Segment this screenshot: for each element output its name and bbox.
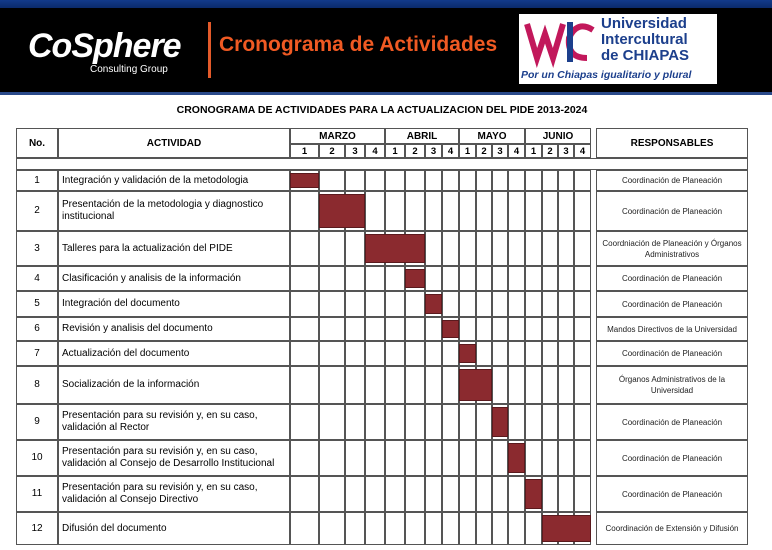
- row-week-cell: [476, 476, 492, 512]
- row-number: 7: [34, 347, 40, 359]
- row-activity: Presentación para su revisión y, en su caso, validación al Rector: [62, 410, 258, 433]
- row-week-cell: [542, 191, 558, 231]
- row-week-cell: [508, 231, 525, 266]
- header-week: 2: [476, 144, 492, 158]
- row-week-cell: [558, 317, 574, 341]
- row-week-cell: [525, 170, 542, 191]
- row-week-cell: [405, 440, 425, 476]
- row-week-cell: [442, 231, 459, 266]
- row-week-cell: [525, 341, 542, 366]
- row-week-cell: [574, 291, 591, 317]
- gantt-bar: [508, 443, 525, 473]
- header-month: JUNIO: [525, 128, 591, 144]
- row-week-cell: [319, 317, 345, 341]
- row-week-cell: [290, 266, 319, 291]
- row-week-cell: [405, 366, 425, 404]
- row-activity: Presentación para su revisión y, en su caso, validación al Consejo Directivo: [62, 482, 258, 505]
- unich-mark-icon: [523, 18, 599, 68]
- header-banner: [0, 0, 772, 92]
- gantt-bar: [542, 515, 591, 542]
- gantt-bar: [442, 320, 459, 338]
- row-week-cell: [558, 191, 574, 231]
- row-week-cell: [345, 291, 365, 317]
- row-week-cell: [525, 191, 542, 231]
- schedule-table: [16, 128, 748, 545]
- row-week-cell: [319, 170, 345, 191]
- row-week-cell: [542, 170, 558, 191]
- row-week-cell: [385, 191, 405, 231]
- row-week-cell: [365, 512, 385, 545]
- row-week-cell: [385, 512, 405, 545]
- row-week-cell: [558, 440, 574, 476]
- row-week-cell: [365, 366, 385, 404]
- row-week-cell: [574, 170, 591, 191]
- row-week-cell: [425, 266, 442, 291]
- university-logo: [519, 14, 717, 84]
- row-week-cell: [459, 476, 476, 512]
- row-week-cell: [319, 341, 345, 366]
- row-week-cell: [319, 440, 345, 476]
- page-title: Cronograma de Actividades: [219, 33, 498, 56]
- logo-main-text: CoSphere: [28, 27, 181, 65]
- row-week-cell: [492, 341, 508, 366]
- row-week-cell: [345, 266, 365, 291]
- row-week-cell: [542, 404, 558, 440]
- row-week-cell: [365, 191, 385, 231]
- header-week: 3: [492, 144, 508, 158]
- header-week: 4: [508, 144, 525, 158]
- row-week-cell: [492, 366, 508, 404]
- row-week-cell: [385, 366, 405, 404]
- header-bottom-line: [0, 92, 772, 95]
- row-week-cell: [476, 170, 492, 191]
- row-week-cell: [405, 291, 425, 317]
- gantt-bar: [459, 369, 492, 401]
- row-week-cell: [319, 512, 345, 545]
- row-week-cell: [365, 476, 385, 512]
- header-spacer: [16, 158, 748, 170]
- header-actividad: ACTIVIDAD: [58, 128, 290, 158]
- row-week-cell: [476, 231, 492, 266]
- gantt-bar: [290, 173, 319, 188]
- row-week-cell: [525, 231, 542, 266]
- row-responsible: Coordinación de Planeación: [621, 349, 723, 358]
- row-week-cell: [542, 440, 558, 476]
- row-week-cell: [425, 476, 442, 512]
- row-week-cell: [574, 476, 591, 512]
- row-activity: Clasificación y analisis de la información: [62, 272, 241, 284]
- header-no: No.: [16, 128, 58, 158]
- row-week-cell: [558, 170, 574, 191]
- row-week-cell: [558, 231, 574, 266]
- row-week-cell: [525, 440, 542, 476]
- row-week-cell: [425, 341, 442, 366]
- row-week-cell: [425, 440, 442, 476]
- row-activity: Presentación de la metodologia y diagnostico institucional: [62, 199, 264, 222]
- row-activity: Integración del documento: [62, 298, 180, 309]
- row-week-cell: [525, 404, 542, 440]
- header-week: 1: [459, 144, 476, 158]
- header-week: 2: [542, 144, 558, 158]
- row-week-cell: [385, 404, 405, 440]
- row-week-cell: [290, 404, 319, 440]
- row-week-cell: [558, 341, 574, 366]
- header-month: ABRIL: [385, 128, 459, 144]
- row-responsible: Coordniación de Planeación y Órganos Administrativos: [602, 238, 742, 259]
- row-week-cell: [425, 366, 442, 404]
- row-responsible: Coordinación de Planeación: [621, 417, 723, 427]
- row-week-cell: [459, 170, 476, 191]
- gantt-bar: [459, 344, 476, 363]
- row-week-cell: [542, 476, 558, 512]
- row-week-cell: [476, 317, 492, 341]
- row-week-cell: [319, 291, 345, 317]
- row-week-cell: [385, 291, 405, 317]
- row-responsible: Coordinación de Planeación: [621, 206, 723, 216]
- row-responsible: Órganos Administrativos de la Universidad: [618, 375, 726, 395]
- row-week-cell: [290, 476, 319, 512]
- row-activity: Revisión y analisis del documento: [62, 323, 213, 334]
- row-responsible: Coordinación de Planeación: [621, 489, 723, 499]
- row-week-cell: [365, 440, 385, 476]
- row-week-cell: [290, 341, 319, 366]
- row-week-cell: [442, 170, 459, 191]
- row-week-cell: [405, 476, 425, 512]
- gantt-bar: [525, 479, 542, 509]
- row-week-cell: [492, 440, 508, 476]
- university-line-1: Universidad: [601, 15, 687, 32]
- row-week-cell: [442, 266, 459, 291]
- row-week-cell: [492, 231, 508, 266]
- row-week-cell: [459, 231, 476, 266]
- row-responsible: Coordinación de Planeación: [621, 453, 723, 463]
- row-week-cell: [290, 291, 319, 317]
- row-week-cell: [425, 512, 442, 545]
- row-week-cell: [492, 191, 508, 231]
- row-week-cell: [492, 291, 508, 317]
- row-week-cell: [385, 341, 405, 366]
- row-week-cell: [542, 231, 558, 266]
- row-week-cell: [345, 366, 365, 404]
- header-divider: [208, 22, 211, 78]
- row-week-cell: [345, 170, 365, 191]
- row-week-cell: [459, 440, 476, 476]
- gantt-bar: [365, 234, 425, 263]
- gantt-bar: [405, 269, 425, 288]
- row-week-cell: [442, 440, 459, 476]
- row-week-cell: [508, 366, 525, 404]
- row-number: 11: [31, 488, 43, 499]
- row-week-cell: [345, 512, 365, 545]
- row-responsible: Mandos Directivos de la Universidad: [607, 324, 737, 334]
- row-week-cell: [558, 291, 574, 317]
- row-week-cell: [508, 404, 525, 440]
- row-number: 10: [31, 452, 43, 463]
- row-number: 12: [31, 522, 43, 534]
- row-number: 5: [34, 298, 40, 309]
- row-number: 9: [34, 416, 40, 427]
- row-week-cell: [476, 440, 492, 476]
- row-week-cell: [492, 266, 508, 291]
- row-week-cell: [459, 191, 476, 231]
- row-week-cell: [508, 170, 525, 191]
- row-responsible: Coordinación de Planeación: [621, 176, 723, 185]
- row-week-cell: [405, 317, 425, 341]
- row-week-cell: [492, 512, 508, 545]
- row-activity: Presentación para su revisión y, en su caso, validación al Consejo de Desarrollo Institucional: [62, 446, 275, 469]
- gantt-bar: [425, 294, 442, 314]
- row-week-cell: [345, 317, 365, 341]
- row-week-cell: [558, 476, 574, 512]
- row-activity: Integración y validación de la metodologia: [62, 174, 249, 186]
- row-week-cell: [425, 404, 442, 440]
- header-week: 1: [525, 144, 542, 158]
- row-number: 4: [34, 272, 40, 284]
- row-week-cell: [425, 191, 442, 231]
- row-week-cell: [290, 191, 319, 231]
- row-week-cell: [365, 317, 385, 341]
- row-number: 2: [34, 205, 40, 216]
- row-week-cell: [476, 341, 492, 366]
- row-week-cell: [442, 512, 459, 545]
- row-week-cell: [442, 366, 459, 404]
- row-week-cell: [459, 291, 476, 317]
- row-week-cell: [425, 231, 442, 266]
- header-week: 4: [365, 144, 385, 158]
- row-week-cell: [508, 191, 525, 231]
- header-week: 3: [425, 144, 442, 158]
- university-line-3: de CHIAPAS: [601, 47, 690, 64]
- header-month: MARZO: [290, 128, 385, 144]
- row-week-cell: [365, 266, 385, 291]
- row-activity: Socialización de la información: [62, 379, 200, 390]
- row-week-cell: [345, 231, 365, 266]
- row-week-cell: [405, 170, 425, 191]
- row-week-cell: [290, 317, 319, 341]
- row-week-cell: [492, 317, 508, 341]
- row-week-cell: [558, 366, 574, 404]
- row-week-cell: [508, 266, 525, 291]
- row-week-cell: [476, 191, 492, 231]
- row-week-cell: [385, 476, 405, 512]
- row-number: 1: [34, 174, 40, 186]
- university-slogan: Por un Chiapas igualitario y plural: [521, 69, 692, 81]
- row-week-cell: [319, 366, 345, 404]
- header-week: 3: [345, 144, 365, 158]
- header-month: MAYO: [459, 128, 525, 144]
- row-week-cell: [385, 317, 405, 341]
- row-week-cell: [365, 291, 385, 317]
- gantt-bar: [492, 407, 508, 437]
- row-week-cell: [319, 231, 345, 266]
- row-week-cell: [542, 291, 558, 317]
- row-week-cell: [476, 291, 492, 317]
- row-week-cell: [459, 317, 476, 341]
- row-week-cell: [345, 341, 365, 366]
- row-responsible: Coordinación de Planeación: [621, 299, 723, 309]
- row-week-cell: [442, 404, 459, 440]
- row-week-cell: [459, 266, 476, 291]
- row-week-cell: [508, 476, 525, 512]
- row-number: 8: [34, 379, 40, 390]
- row-number: 6: [34, 323, 40, 334]
- header-week: 1: [290, 144, 319, 158]
- row-week-cell: [365, 404, 385, 440]
- row-week-cell: [476, 266, 492, 291]
- row-week-cell: [385, 170, 405, 191]
- row-week-cell: [574, 404, 591, 440]
- header-responsables: RESPONSABLES: [596, 128, 748, 158]
- row-week-cell: [425, 170, 442, 191]
- row-week-cell: [319, 404, 345, 440]
- row-week-cell: [290, 231, 319, 266]
- document-title: CRONOGRAMA DE ACTIVIDADES PARA LA ACTUALIZACION DEL PIDE 2013-2024: [176, 104, 588, 116]
- row-week-cell: [405, 341, 425, 366]
- row-week-cell: [290, 512, 319, 545]
- row-week-cell: [508, 317, 525, 341]
- row-week-cell: [365, 170, 385, 191]
- row-week-cell: [365, 341, 385, 366]
- row-responsible: Coordinación de Extensión y Difusión: [605, 524, 739, 533]
- row-week-cell: [492, 170, 508, 191]
- row-week-cell: [542, 366, 558, 404]
- row-activity: Actualización del documento: [62, 347, 190, 359]
- row-week-cell: [319, 476, 345, 512]
- row-activity: Difusión del documento: [62, 522, 167, 534]
- row-week-cell: [425, 317, 442, 341]
- row-week-cell: [542, 341, 558, 366]
- row-week-cell: [525, 266, 542, 291]
- row-responsible: Coordinación de Planeación: [621, 274, 723, 283]
- header-week: 1: [385, 144, 405, 158]
- header-week: 4: [442, 144, 459, 158]
- row-week-cell: [442, 291, 459, 317]
- row-week-cell: [574, 341, 591, 366]
- row-week-cell: [385, 266, 405, 291]
- row-week-cell: [558, 266, 574, 291]
- row-week-cell: [574, 317, 591, 341]
- row-week-cell: [459, 404, 476, 440]
- header-week: 4: [574, 144, 591, 158]
- row-week-cell: [442, 191, 459, 231]
- row-week-cell: [542, 266, 558, 291]
- row-week-cell: [574, 231, 591, 266]
- row-week-cell: [525, 291, 542, 317]
- row-week-cell: [405, 512, 425, 545]
- row-week-cell: [385, 440, 405, 476]
- row-week-cell: [345, 404, 365, 440]
- row-week-cell: [476, 404, 492, 440]
- row-activity: Talleres para la actualización del PIDE: [62, 242, 233, 254]
- row-week-cell: [290, 440, 319, 476]
- header-week: 2: [319, 144, 345, 158]
- row-week-cell: [525, 366, 542, 404]
- row-week-cell: [492, 476, 508, 512]
- row-week-cell: [345, 476, 365, 512]
- university-line-2: Intercultural: [601, 31, 688, 48]
- row-week-cell: [459, 512, 476, 545]
- row-week-cell: [525, 317, 542, 341]
- row-week-cell: [319, 266, 345, 291]
- logo-sub-text: Consulting Group: [90, 64, 168, 75]
- row-week-cell: [508, 341, 525, 366]
- row-week-cell: [290, 366, 319, 404]
- row-week-cell: [442, 341, 459, 366]
- row-week-cell: [542, 317, 558, 341]
- row-week-cell: [508, 512, 525, 545]
- row-week-cell: [405, 404, 425, 440]
- row-week-cell: [574, 266, 591, 291]
- row-week-cell: [405, 191, 425, 231]
- cosphere-logo: [28, 26, 181, 76]
- row-week-cell: [574, 366, 591, 404]
- row-week-cell: [345, 440, 365, 476]
- header-week: 3: [558, 144, 574, 158]
- row-week-cell: [558, 404, 574, 440]
- row-week-cell: [476, 512, 492, 545]
- row-week-cell: [442, 476, 459, 512]
- row-number: 3: [34, 242, 40, 254]
- row-week-cell: [525, 512, 542, 545]
- row-week-cell: [508, 291, 525, 317]
- header-week: 2: [405, 144, 425, 158]
- header-top-band: [0, 0, 772, 8]
- row-week-cell: [574, 191, 591, 231]
- row-week-cell: [574, 440, 591, 476]
- gantt-bar: [319, 194, 365, 228]
